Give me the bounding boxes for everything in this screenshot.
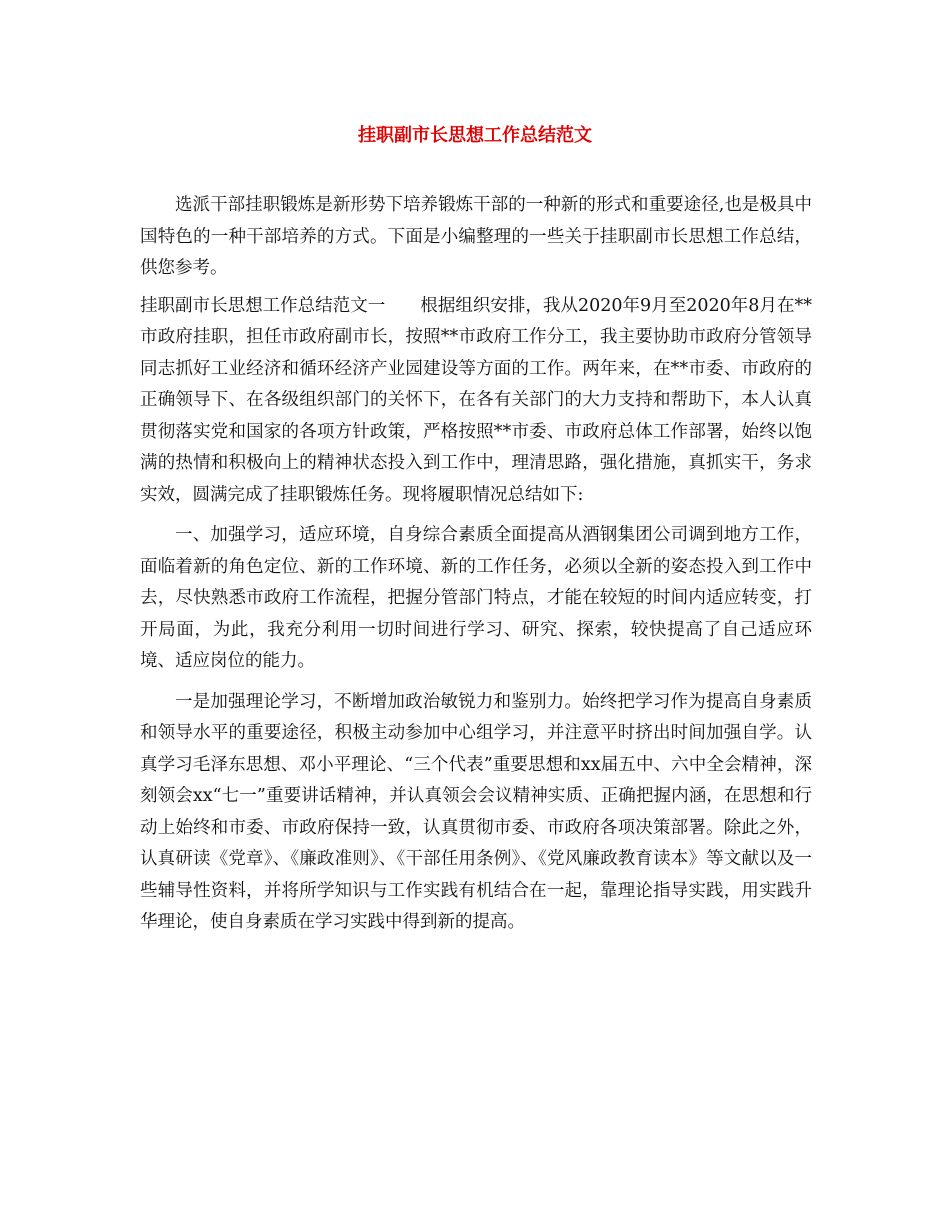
paragraph-theory-study: 一是加强理论学习，不断增加政治敏锐力和鉴别力。始终把学习作为提高自身素质和领导水平的重要途径，积极主动参加中心组学习，并注意平时挤出时间加强自学。认真学习毛泽东思想、邓小平理论、“三个代表”重要思想和xx届五中、六中全会精神，深刻领会xx“七一”重要讲话精神，并认真领会会议精神实质、正确把握内涵，在思想和行动上始终和市委、市政府保持一致，认真贯彻市委、市政府各项决策部署。除此之外，认真研读《党章》、《廉政准则》、《干部任用条例》、《党风廉政教育读本》等文献以及一些辅导性资料，并将所学知识与工作实践有机结合在一起，靠理论指导实践，用实践升华理论，使自身素质在学习实践中得到新的提高。 [140, 691, 812, 932]
paragraph-section-one: 挂职副市长思想工作总结范文一 根据组织安排，我从2020年9月至2020年8月在**市政府挂职，担任市政府副市长，按照**市政府工作分工，我主要协助市政府分管领导同志抓好工业经济和循环经济产业园建设等方面的工作。两年来，在**市委、市政府的正确领导下、在各级组织部门的关怀下，在各有关部门的大力支持和帮助下，本人认真贯彻落实党和国家的各项方针政策，严格按照**市委、市政府总体工作部署，始终以饱满的热情和积极向上的精神状态投入到工作中，理清思路，强化措施，真抓实干，务求实效，圆满完成了挂职锻炼任务。现将履职情况总结如下: [140, 295, 812, 505]
document-body [140, 190, 812, 939]
document-title: 挂职副市长思想工作总结范文 [358, 125, 592, 146]
paragraph-intro: 选派干部挂职锻炼是新形势下培养锻炼干部的一种新的形式和重要途径,也是极具中国特色的一种干部培养的方式。下面是小编整理的一些关于挂职副市长思想工作总结，供您参考。 [140, 195, 812, 278]
paragraph-point-one: 一、加强学习，适应环境，自身综合素质全面提高从酒钢集团公司调到地方工作，面临着新的角色定位、新的工作环境、新的工作任务，必须以全新的姿态投入到工作中去，尽快熟悉市政府工作流程，把握分管部门特点，才能在较短的时间内适应转变，打开局面，为此，我充分利用一切时间进行学习、研究、探索，较快提高了自己适应环境、适应岗位的能力。 [140, 525, 812, 671]
